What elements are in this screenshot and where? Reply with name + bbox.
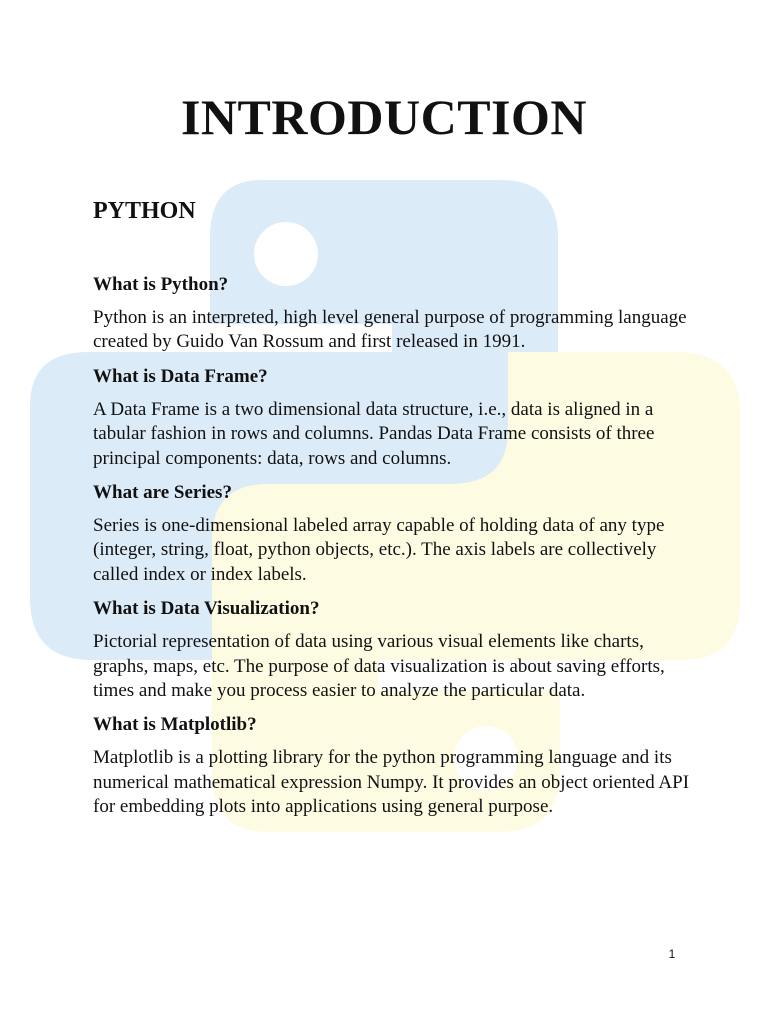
qa-item-data-visualization	[93, 596, 693, 703]
document-content	[93, 196, 693, 829]
answer-paragraph: Matplotlib is a plotting library for the python programming language and its numerical mathematical expression Numpy. It provides an object oriented API for embedding plots into applications using general purpose.	[93, 747, 690, 818]
question-heading: What is Python?	[93, 274, 229, 295]
answer-paragraph: Pictorial representation of data using various visual elements like charts, graphs, maps, etc. The purpose of data visualization is about saving efforts, times and make you process easier to analyze the particular data.	[93, 631, 665, 702]
qa-item-matplotlib	[93, 712, 693, 819]
question-heading: What is Data Frame?	[93, 365, 268, 387]
question-heading: What is Data Visualization?	[93, 598, 320, 620]
answer-paragraph: Python is an interpreted, high level general purpose of programming language created by Guido Van Rossum and first released in 1991.	[93, 307, 687, 353]
qa-item-data-frame	[93, 364, 693, 471]
page-title: INTRODUCTION	[180, 89, 588, 145]
page-number: 1	[668, 947, 676, 961]
question-heading: What are Series?	[93, 482, 232, 504]
section-title: PYTHON	[93, 198, 196, 224]
qa-item-python	[93, 272, 693, 355]
answer-paragraph: A Data Frame is a two dimensional data structure, i.e., data is aligned in a tabular fashion in rows and columns. Pandas Data Frame consists of three principal components: data, rows and columns.	[93, 398, 655, 469]
question-heading: What is Matplotlib?	[93, 714, 257, 736]
qa-item-series	[93, 480, 693, 587]
answer-paragraph: Series is one-dimensional labeled array capable of holding data of any type (integer, string, float, python objects, etc.). The axis labels are collectively called index or index labels.	[93, 515, 665, 585]
